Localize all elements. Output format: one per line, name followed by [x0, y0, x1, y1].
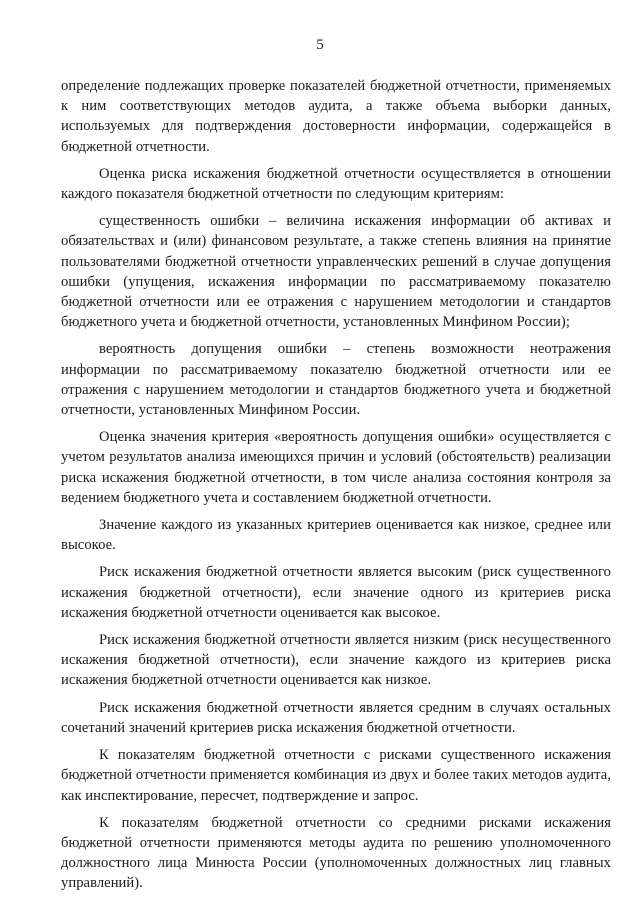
paragraph-high-risk: Риск искажения бюджетной отчетности является высоким (риск существенного искажения бюджетной отчетности), если значение одного из критериев риска искажения бюджетной отчетности оценивается как высокое. — [61, 564, 611, 621]
paragraph-materiality-criterion: существенность ошибки – величина искажения информации об активах и обязательствах и (или) финансовом результате, а также степень влияния на принятие пользователями бюджетной отчетности управленческих решений в случае допущения ошибки (упущения, искажения информации по рассматриваемому показателю бюджетной отчетности или ее отражения с нарушением методологии и стандартов бюджетного учета и бюджетной отчетности, установленных Минфином России); — [61, 213, 611, 331]
paragraph-probability-criterion: вероятность допущения ошибки – степень возможности неотражения информации по рассматриваемому показателю бюджетной отчетности или ее отражения с нарушением методологии и стандартов бюджетного учета и бюджетной отчетности, установленных Минфином России. — [61, 341, 611, 419]
paragraph-probability-evaluation: Оценка значения критерия «вероятность допущения ошибки» осуществляется с учетом результатов анализа имеющихся причин и условий (обстоятельств) реализации риска искажения бюджетной отчетности, в том числе анализа состояния контроля за ведением бюджетного учета и составлением бюджетной отчетности. — [61, 429, 611, 506]
paragraph-continuation: определение подлежащих проверке показателей бюджетной отчетности, применяемых к ним соответствующих методов аудита, а также объема выборки данных, используемых для подтверждения достоверности информации, содержащейся в бюджетной отчетности. — [61, 78, 611, 155]
paragraph-medium-risk-methods: К показателям бюджетной отчетности со средними рисками искажения бюджетной отчетности применяются методы аудита по решению уполномоченного должностного лица Минюста России (уполномоченных должностных лиц главных управлений). — [61, 814, 611, 892]
paragraph-risk-assessment-intro: Оценка риска искажения бюджетной отчетности осуществляется в отношении каждого показателя бюджетной отчетности по следующим критериям: — [61, 165, 611, 203]
paragraph-criteria-levels: Значение каждого из указанных критериев оценивается как низкое, среднее или высокое. — [61, 517, 611, 554]
paragraph-low-risk: Риск искажения бюджетной отчетности является низким (риск несущественного искажения бюджетной отчетности), если значение каждого из критериев риска искажения бюджетной отчетности оценивается как низкое. — [61, 632, 611, 689]
page-number: 5 — [316, 37, 324, 53]
paragraph-medium-risk: Риск искажения бюджетной отчетности является средним в случаях остальных сочетаний значений критериев риска искажения бюджетной отчетности. — [61, 699, 611, 736]
paragraph-high-risk-methods: К показателям бюджетной отчетности с рисками существенного искажения бюджетной отчетности применяется комбинация из двух и более таких методов аудита, как инспектирование, пересчет, подтверждение и запрос. — [61, 747, 611, 804]
document-body — [61, 76, 611, 901]
